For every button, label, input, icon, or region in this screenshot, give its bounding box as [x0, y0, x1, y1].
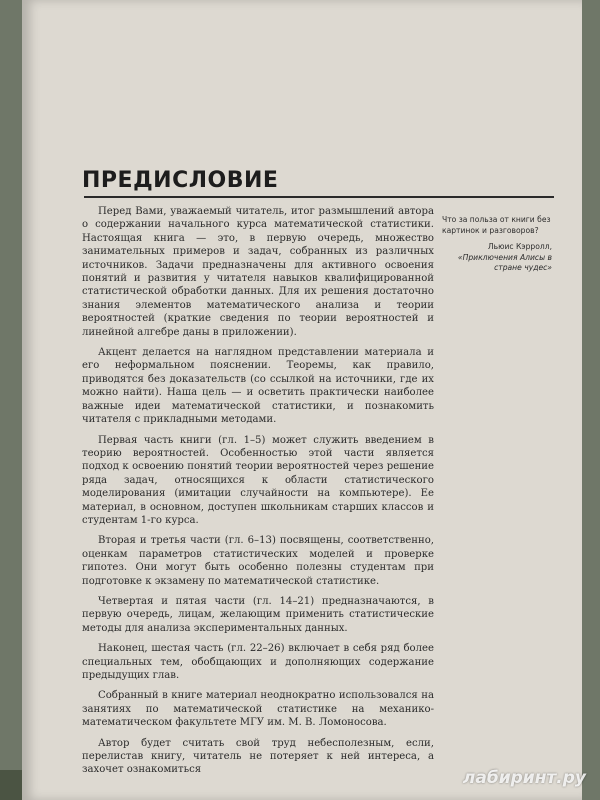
paragraph: Собранный в книге материал неоднократно использовался на занятиях по математической статистике на механико-математическом факультете МГУ им. М. В. Ломоносова. [82, 690, 434, 729]
book-cover-edge [0, 770, 22, 800]
paragraph: Первая часть книги (гл. 1–5) может служить введением в теорию вероятностей. Особенностью этой части является подход к освоению понятий теории вероятностей через решение ряда задач, относящихся к области статистического моделирования (имитации случайности на компьютере). Ее материал, в основном, доступен школьникам старших классов и студентам 1-го курса. [82, 434, 434, 526]
paragraph: Перед Вами, уважаемый читатель, итог размышлений автора о содержании начального курса математической статистики. Настоящая книга — это, в первую очередь, множество занимательных примеров и задач, собранных из различных источников. Задачи предназначены для активного освоения понятий и развития у читателя навыков квалифицированной статистической обработки данных. Для их решения достаточно знания элементов математического анализа и теории вероятностей (краткие сведения по теории вероятностей и линейной алгебре даны в приложении). [82, 206, 434, 338]
watermark-logo: лабиринт.ру [462, 768, 586, 788]
title-rule [84, 196, 554, 198]
show-through-text [322, 80, 482, 190]
paragraph: Четвертая и пятая части (гл. 14–21) предназначаются, в первую очередь, лицам, желающим применить статистические методы для анализа экспериментальных данных. [82, 595, 434, 634]
epigraph-quote: Что за польза от книги без картинок и разговоров? [442, 215, 551, 235]
page-title: ПРЕДИСЛОВИЕ [82, 168, 279, 193]
paragraph: Акцент делается на наглядном представлении материала и его неформальном пояснении. Теоремы, как правило, приводятся без доказательств (со ссылкой на источники, где их можно найти). Наша цель — и осветить практически наиболее важные идеи математической статистики, и познакомить читателя с прикладными методами. [82, 347, 434, 426]
epigraph-source: «Приключения Алисы в стране чудес» [457, 252, 552, 272]
preface-body [82, 205, 434, 784]
paragraph: Наконец, шестая часть (гл. 22–26) включает в себя ряд более специальных тем, обобщающих и дополняющих содержание предыдущих глав. [82, 643, 434, 681]
epigraph [442, 215, 552, 274]
paragraph: Вторая и третья части (гл. 6–13) посвящены, соответственно, оценкам параметров статистических моделей и проверке гипотез. Они могут быть особенно полезны студентам при подготовке к экзамену по математической статистике. [82, 535, 434, 587]
epigraph-author: Льюис Кэрролл, [487, 242, 552, 251]
paragraph: Автор будет считать свой труд небесполезным, если, перелистав книгу, читатель не потеряет к ней интереса, а захочет ознакомиться [82, 737, 434, 776]
book-page [22, 0, 582, 800]
